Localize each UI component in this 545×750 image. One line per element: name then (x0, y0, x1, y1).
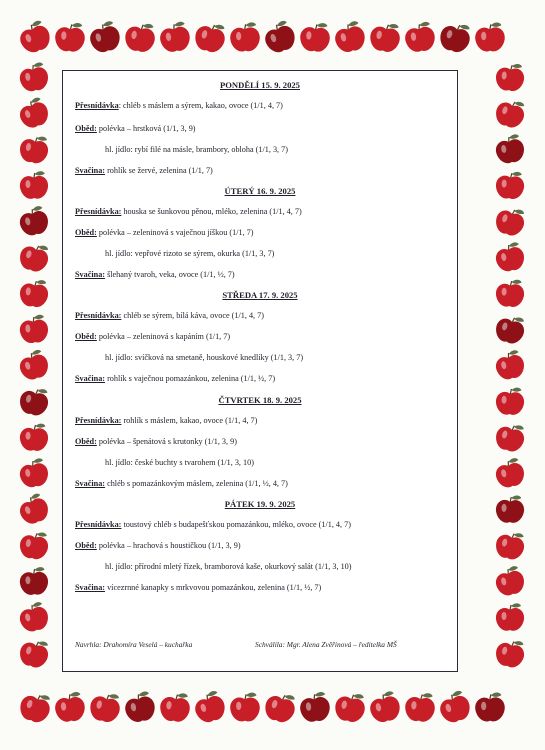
apple-icon (332, 20, 367, 55)
apple-icon (16, 19, 54, 56)
apple-icon (158, 21, 191, 54)
apple-icon (55, 22, 86, 52)
apple-icon (493, 565, 527, 598)
apple-icon (19, 278, 50, 308)
apple-icon (87, 20, 123, 55)
breakfast-thursday (75, 416, 257, 426)
apple-icon (159, 691, 191, 723)
snack-text: vícezrnné kanapky s mrkvovou pomazánkou, zelenina (1/1, ½, 7) (105, 583, 322, 592)
breakfast-label: Přesnídávka: (75, 311, 122, 320)
lunch-wednesday (75, 332, 230, 342)
apple-icon (404, 691, 436, 722)
apple-icon (475, 692, 505, 721)
snack-label: Svačina: (75, 479, 106, 488)
breakfast-monday (75, 101, 283, 111)
snack-text: šlehaný tvaroh, veka, ovoce (1/1, ½, 7) (105, 270, 235, 279)
apple-icon (495, 387, 524, 415)
apple-icon (17, 689, 54, 726)
lunch-monday (75, 124, 196, 134)
apple-icon (54, 691, 86, 722)
main-dish-friday: hl. jídlo: přírodní mletý řízek, bramborová kaše, okurkový salát (1/1, 3, 10) (105, 562, 352, 571)
lunch-label: Oběd: (75, 437, 97, 446)
breakfast-label: Přesnídávka: (75, 416, 122, 425)
apple-icon (18, 133, 50, 165)
breakfast-text: toustový chléb s budapešťskou pomazánkou, mléko, ovoce (1/1, 4, 7) (121, 520, 351, 529)
apple-icon (493, 420, 527, 454)
apple-icon (493, 528, 527, 561)
lunch-label: Oběd: (75, 124, 97, 133)
snack-wednesday (75, 374, 275, 384)
snack-text: chléb s pomazánkovým máslem, zelenina (1/1, ½, 4, 7) (105, 479, 288, 488)
main-dish-thursday: hl. jídlo: české buchty s tvarohem (1/1, 3, 10) (105, 458, 254, 467)
apple-icon (19, 423, 48, 451)
apple-icon (20, 171, 49, 199)
main-dish-monday: hl. jídlo: rybí filé na másle, brambory, obloha (1/1, 3, 7) (105, 145, 288, 154)
apple-icon (18, 457, 50, 488)
apple-icon (299, 691, 331, 723)
apple-icon (88, 690, 123, 724)
snack-text: rohlík s vaječnou pomazánkou, zelenina (1/1, ½, 7) (105, 374, 276, 383)
snack-text: rohlík se žervé, zelenina (1/1, 7) (105, 166, 213, 175)
apple-icon (17, 385, 51, 418)
lunch-text: polévka – hrachová s houstičkou (1/1, 3, 9) (96, 541, 241, 550)
apple-icon (437, 19, 473, 55)
breakfast-label: Přesnídávka (75, 101, 119, 110)
lunch-friday (75, 541, 241, 551)
apple-icon (230, 22, 261, 52)
footer-approver: Schválila: Mgr. Alena Zvěřinová – ředitelka MŠ (255, 640, 397, 649)
apple-icon (17, 601, 51, 634)
apple-icon (493, 312, 528, 346)
snack-label: Svačina: (75, 270, 106, 279)
snack-label: Svačina: (75, 374, 106, 383)
apple-icon (299, 22, 330, 53)
apple-icon (123, 690, 158, 724)
footer-author: Navrhla: Drahomíra Veselá – kuchařka (75, 640, 193, 649)
day-title-friday: PÁTEK 19. 9. 2025 (224, 499, 296, 509)
apple-icon (261, 19, 298, 56)
apple-icon (16, 96, 52, 131)
apple-icon (230, 693, 260, 722)
lunch-thursday (75, 437, 237, 447)
apple-icon (493, 349, 526, 381)
lunch-label: Oběd: (75, 541, 97, 550)
apple-icon (16, 348, 51, 382)
apple-icon (262, 689, 299, 725)
snack-monday (75, 166, 213, 176)
breakfast-label: Přesnídávka: (75, 207, 122, 216)
apple-icon (496, 495, 525, 523)
main-dish-wednesday: hl. jídlo: svíčková na smetaně, houskové knedlíky (1/1, 3, 7) (105, 353, 304, 362)
apple-icon (436, 689, 473, 726)
apple-icon (192, 19, 228, 54)
apple-icon (17, 240, 52, 274)
lunch-tuesday (75, 228, 254, 238)
weekly-menu-box (62, 70, 458, 672)
lunch-text: polévka – zeleninová s kapáním (1/1, 7) (96, 332, 231, 341)
snack-thursday (75, 479, 288, 489)
lunch-label: Oběd: (75, 332, 97, 341)
apple-icon (123, 21, 157, 54)
breakfast-text: houska se šunkovou pěnou, mléko, zelenina (1/1, 4, 7) (121, 207, 302, 216)
day-title-thursday: ČTVRTEK 18. 9. 2025 (218, 395, 302, 405)
apple-icon (368, 20, 402, 53)
lunch-label: Oběd: (75, 228, 97, 237)
lunch-text: polévka – zeleninová s vaječnou jíškou (1/1, 7) (96, 228, 254, 237)
apple-icon (496, 603, 524, 630)
breakfast-wednesday (75, 311, 264, 321)
breakfast-text: chléb s máslem a sýrem, kakao, ovoce (1/1, 4, 7) (120, 101, 283, 110)
snack-friday (75, 583, 321, 593)
breakfast-sep: : (118, 101, 121, 110)
apple-icon (494, 241, 526, 273)
apple-icon (493, 457, 526, 490)
day-title-tuesday: ÚTERÝ 16. 9. 2025 (224, 186, 296, 196)
main-dish-tuesday: hl. jídlo: vepřové rizoto se sýrem, okurka (1/1, 3, 7) (105, 249, 275, 258)
apple-icon (475, 22, 505, 51)
apple-icon (17, 205, 50, 238)
apple-icon (493, 637, 527, 670)
apple-icon (19, 314, 49, 344)
lunch-text: polévka – hrstková (1/1, 3, 9) (96, 124, 196, 133)
snack-label: Svačina: (75, 583, 106, 592)
apple-icon (493, 96, 528, 131)
apple-icon (495, 62, 525, 92)
apple-icon (495, 279, 525, 308)
apple-icon (403, 21, 436, 53)
snack-tuesday (75, 270, 235, 280)
apple-icon (493, 204, 528, 238)
breakfast-tuesday (75, 207, 302, 217)
apple-icon (18, 529, 50, 560)
breakfast-text: rohlík s máslem, kakao, ovoce (1/1, 4, 7) (121, 416, 258, 425)
apple-icon (495, 170, 525, 199)
apple-icon (18, 62, 50, 93)
apple-icon (494, 133, 526, 164)
breakfast-text: chléb se sýrem, bílá káva, ovoce (1/1, 4, 7) (121, 311, 264, 320)
apple-icon (191, 689, 228, 725)
lunch-text: polévka – špenátová s krutonky (1/1, 3, 9) (96, 437, 237, 446)
apple-icon (17, 636, 52, 670)
day-title-monday: PONDĚLÍ 15. 9. 2025 (220, 80, 300, 90)
apple-icon (333, 690, 368, 724)
breakfast-label: Přesnídávka: (75, 520, 122, 529)
apple-icon (367, 690, 402, 724)
snack-label: Svačina: (75, 166, 106, 175)
day-title-wednesday: STŘEDA 17. 9. 2025 (222, 290, 298, 300)
breakfast-friday (75, 520, 351, 530)
apple-icon (16, 491, 52, 526)
apple-icon (19, 567, 48, 595)
